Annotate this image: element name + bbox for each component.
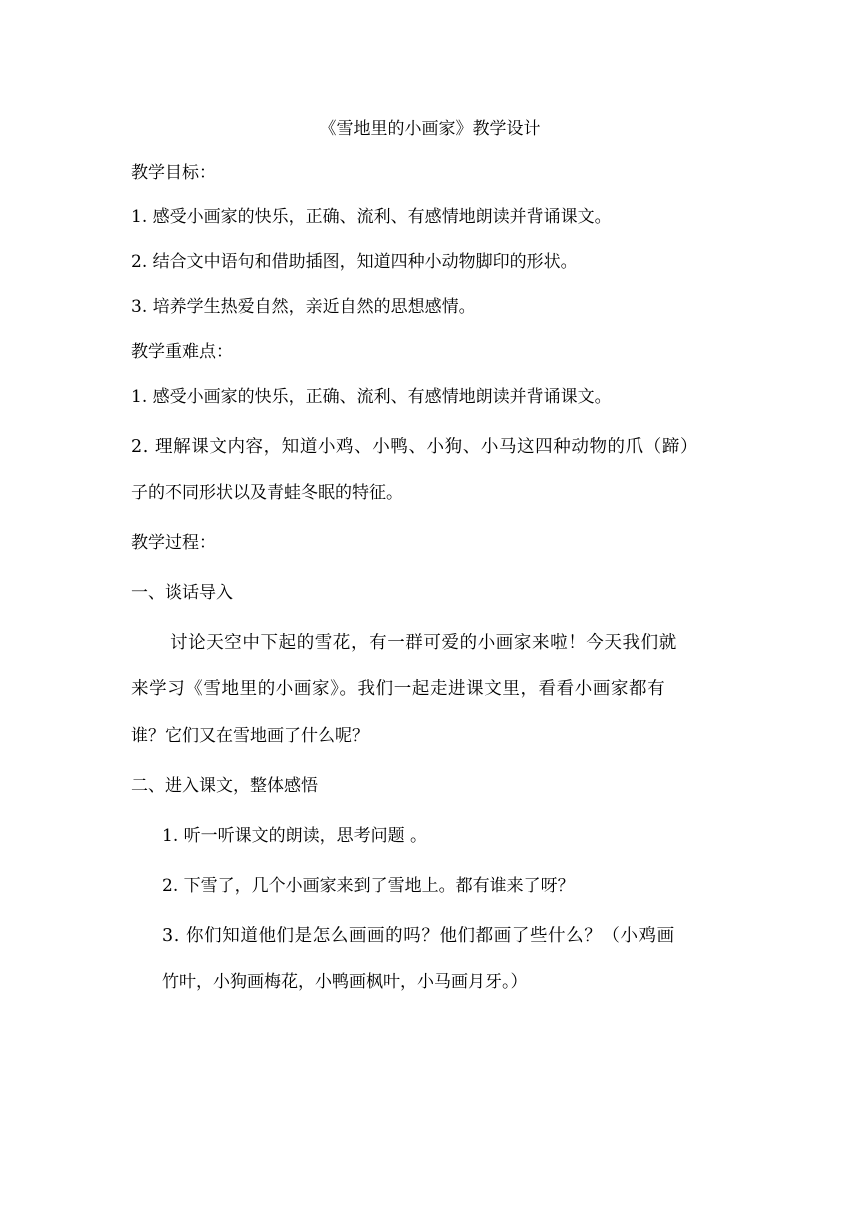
process-heading: 教学过程： [131, 533, 216, 553]
document-title: 《雪地里的小画家》教学设计 [319, 119, 541, 139]
section2-item: 2. 下雪了，几个小画家来到了雪地上。都有谁来了呀？ [162, 876, 575, 896]
key-point-item: 1. 感受小画家的快乐，正确、流利、有感情地朗读并背诵课文。 [131, 387, 612, 407]
objective-item: 2. 结合文中语句和借助插图，知道四种小动物脚印的形状。 [131, 252, 578, 272]
section1-heading: 一、谈话导入 [131, 583, 233, 603]
objective-item: 3. 培养学生热爱自然，亲近自然的思想感情。 [131, 297, 476, 317]
section2-item-continuation: 竹叶，小狗画梅花，小鸭画枫叶，小马画月牙。） [162, 972, 528, 992]
section2-item: 3. 你们知道他们是怎么画画的吗？他们都画了些什么？（小鸡画 [162, 926, 675, 946]
key-point-item: 2. 理解课文内容，知道小鸡、小鸭、小狗、小马这四种动物的爪（蹄） [131, 437, 699, 457]
section2-heading: 二、进入课文，整体感悟 [131, 776, 318, 796]
section1-paragraph-line: 谁？它们又在雪地画了什么呢？ [131, 726, 369, 746]
objectives-heading: 教学目标： [131, 163, 216, 183]
key-point-continuation: 子的不同形状以及青蛙冬眠的特征。 [131, 483, 403, 503]
section1-paragraph-line: 来学习《雪地里的小画家》。我们一起走进课文里，看看小画家都有 [131, 679, 666, 699]
objective-item: 1. 感受小画家的快乐，正确、流利、有感情地朗读并背诵课文。 [131, 207, 612, 227]
section1-paragraph-line: 讨论天空中下起的雪花，有一群可爱的小画家来啦！今天我们就 [170, 633, 677, 653]
section2-item: 1. 听一听课文的朗读，思考问题 。 [162, 826, 428, 846]
key-points-heading: 教学重难点： [131, 342, 233, 362]
